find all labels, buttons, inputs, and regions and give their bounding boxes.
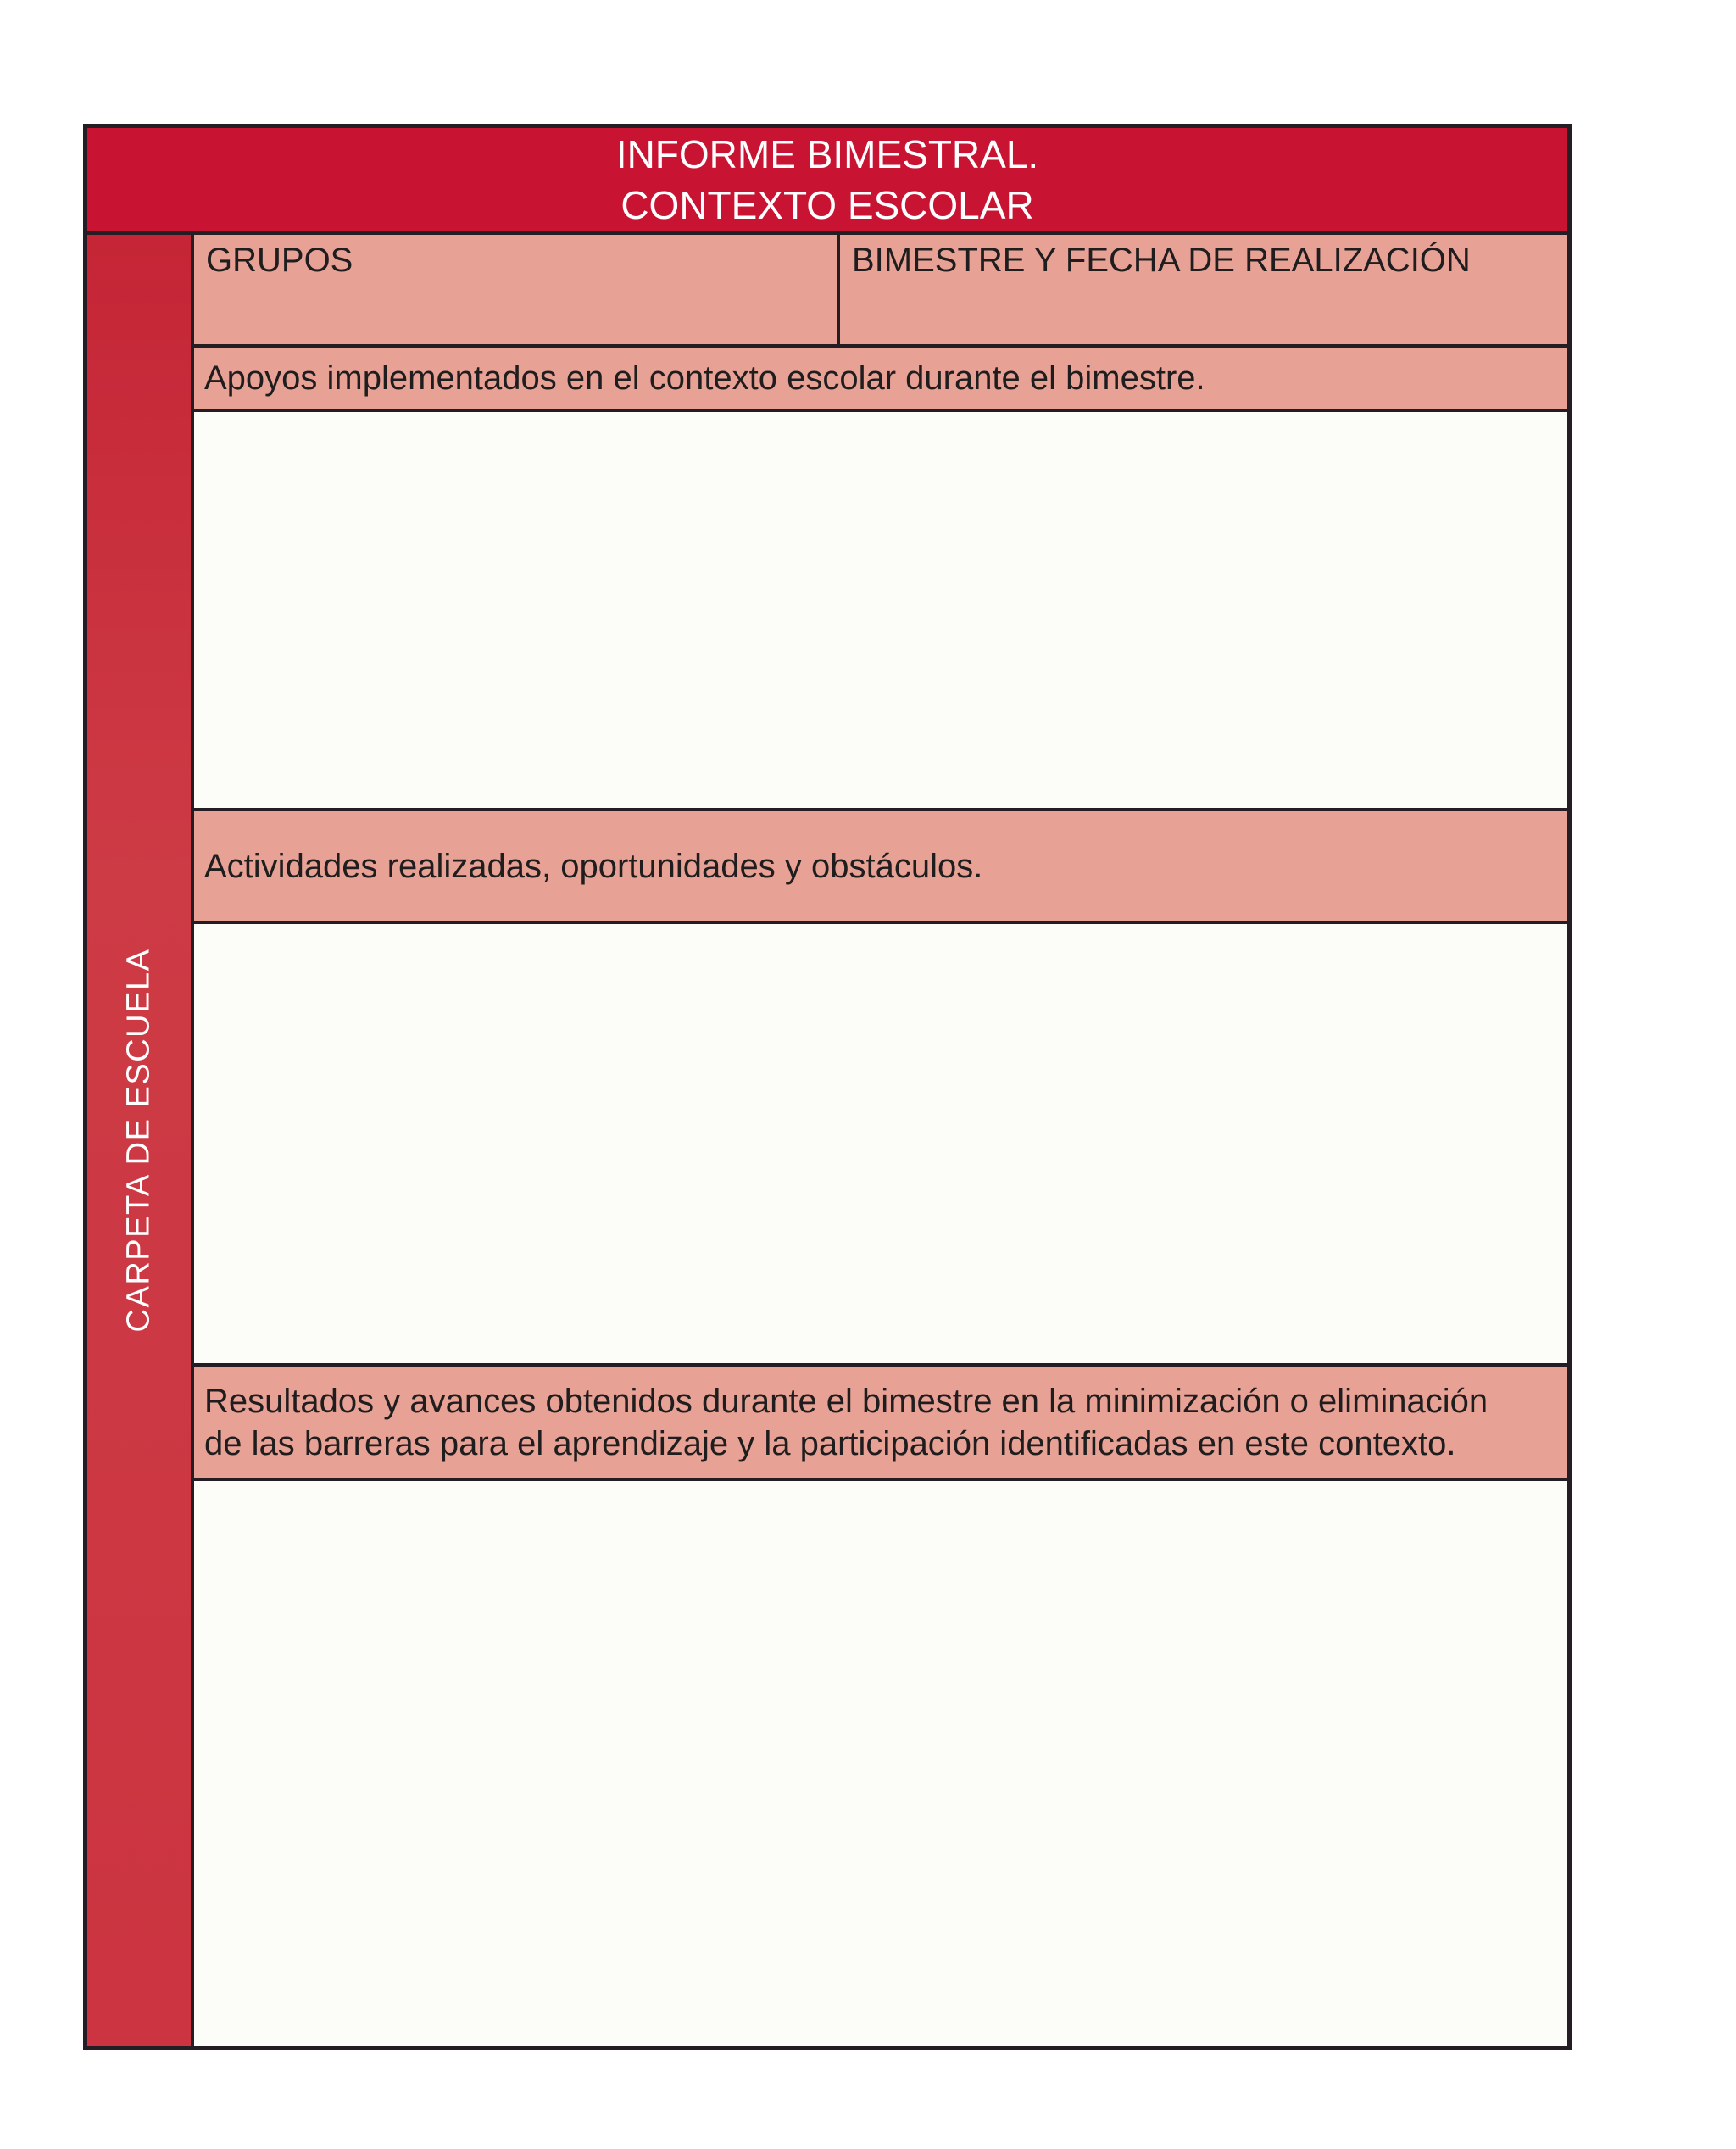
grupos-field-label: GRUPOS <box>206 242 353 279</box>
actividades-content-box[interactable] <box>194 924 1567 1363</box>
section-heading-resultados-line1: Resultados y avances obtenidos durante el bimestre en la minimización o eliminación <box>204 1382 1488 1420</box>
apoyos-content-box[interactable] <box>194 412 1567 808</box>
report-table <box>83 124 1572 2050</box>
report-title-line2: CONTEXTO ESCOLAR <box>620 183 1034 227</box>
grupos-field-cell[interactable] <box>194 235 837 344</box>
section-heading-apoyos-text: Apoyos implementados en el contexto escolar durante el bimestre. <box>204 359 1205 397</box>
section-heading-actividades <box>194 811 1567 921</box>
report-title-banner <box>87 128 1567 231</box>
section-heading-apoyos <box>194 348 1567 409</box>
sidebar-label: CARPETA DE ESCUELA <box>120 948 157 1333</box>
bimestre-field-label: BIMESTRE Y FECHA DE REALIZACIÓN <box>852 242 1471 279</box>
sidebar-band <box>87 235 191 2046</box>
report-title-line1: INFORME BIMESTRAL. <box>615 131 1039 176</box>
resultados-content-box[interactable] <box>194 1481 1567 2046</box>
section-heading-actividades-text: Actividades realizadas, oportunidades y obstáculos. <box>204 847 983 885</box>
bimestre-field-cell[interactable] <box>840 235 1567 344</box>
section-heading-resultados-line2: de las barreras para el aprendizaje y la participación identificadas en este contexto. <box>204 1424 1456 1462</box>
section-heading-resultados <box>194 1367 1567 1478</box>
